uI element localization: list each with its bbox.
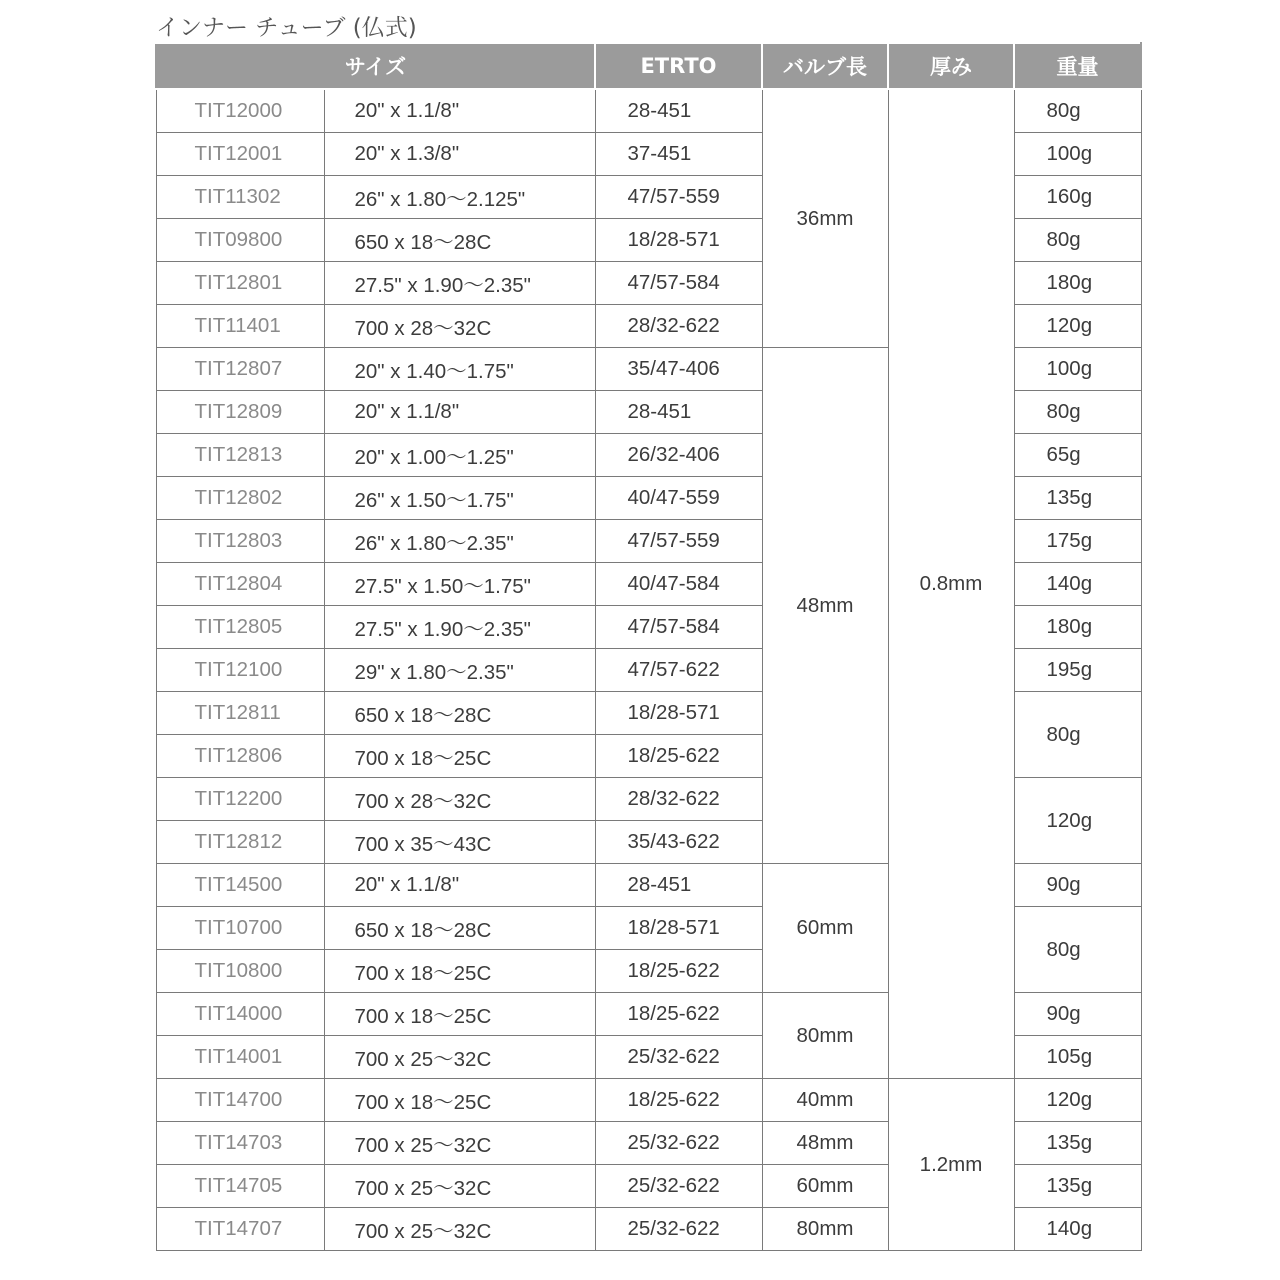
etrto-value: 40/47-584 (595, 563, 762, 606)
valve-length: 36mm (762, 89, 888, 348)
product-code: TIT12807 (156, 348, 324, 391)
product-code: TIT12813 (156, 434, 324, 477)
product-code: TIT10700 (156, 907, 324, 950)
etrto-value: 25/32-622 (595, 1122, 762, 1165)
weight: 80g (1014, 89, 1141, 133)
product-code: TIT14703 (156, 1122, 324, 1165)
weight: 135g (1014, 1122, 1141, 1165)
tire-size: 700 x 25〜32C (324, 1122, 595, 1165)
product-code: TIT12801 (156, 262, 324, 305)
etrto-value: 18/25-622 (595, 993, 762, 1036)
weight: 120g (1014, 305, 1141, 348)
tire-size: 20" x 1.1/8" (324, 391, 595, 434)
etrto-value: 28/32-622 (595, 305, 762, 348)
valve-length: 40mm (762, 1079, 888, 1122)
product-code: TIT14707 (156, 1208, 324, 1251)
etrto-value: 18/28-571 (595, 219, 762, 262)
etrto-value: 28-451 (595, 864, 762, 907)
weight: 120g (1014, 778, 1141, 864)
valve-length: 48mm (762, 1122, 888, 1165)
etrto-value: 35/43-622 (595, 821, 762, 864)
product-code: TIT10800 (156, 950, 324, 993)
etrto-value: 25/32-622 (595, 1165, 762, 1208)
tire-size: 27.5" x 1.90〜2.35" (324, 606, 595, 649)
valve-length: 48mm (762, 348, 888, 864)
weight: 65g (1014, 434, 1141, 477)
weight: 160g (1014, 176, 1141, 219)
tire-size: 700 x 18〜25C (324, 735, 595, 778)
header-etrto: ETRTO (595, 43, 762, 89)
tire-size: 20" x 1.40〜1.75" (324, 348, 595, 391)
etrto-value: 47/57-559 (595, 520, 762, 563)
etrto-value: 28-451 (595, 391, 762, 434)
etrto-value: 18/25-622 (595, 1079, 762, 1122)
product-code: TIT12805 (156, 606, 324, 649)
header-valve-length: バルブ長 (762, 43, 888, 89)
tire-size: 700 x 18〜25C (324, 1079, 595, 1122)
product-code: TIT12000 (156, 89, 324, 133)
weight: 135g (1014, 1165, 1141, 1208)
tire-size: 650 x 18〜28C (324, 219, 595, 262)
weight: 90g (1014, 993, 1141, 1036)
page-title: インナー チューブ (仏式) (156, 15, 417, 41)
tire-size: 26" x 1.50〜1.75" (324, 477, 595, 520)
etrto-value: 26/32-406 (595, 434, 762, 477)
product-code: TIT12802 (156, 477, 324, 520)
product-code: TIT14001 (156, 1036, 324, 1079)
weight: 80g (1014, 219, 1141, 262)
product-code: TIT14000 (156, 993, 324, 1036)
etrto-value: 37-451 (595, 133, 762, 176)
tire-size: 27.5" x 1.50〜1.75" (324, 563, 595, 606)
etrto-value: 47/57-584 (595, 262, 762, 305)
thickness: 1.2mm (888, 1079, 1014, 1251)
header-thickness: 厚み (888, 43, 1014, 89)
weight: 195g (1014, 649, 1141, 692)
etrto-value: 35/47-406 (595, 348, 762, 391)
header-row (156, 43, 1141, 89)
valve-length: 60mm (762, 1165, 888, 1208)
product-code: TIT12200 (156, 778, 324, 821)
weight: 120g (1014, 1079, 1141, 1122)
tire-size: 700 x 18〜25C (324, 993, 595, 1036)
weight: 80g (1014, 692, 1141, 778)
etrto-value: 47/57-622 (595, 649, 762, 692)
product-code: TIT12803 (156, 520, 324, 563)
product-code: TIT11401 (156, 305, 324, 348)
table-body (156, 89, 1141, 1251)
etrto-value: 18/25-622 (595, 735, 762, 778)
etrto-value: 18/25-622 (595, 950, 762, 993)
tire-size: 700 x 25〜32C (324, 1165, 595, 1208)
tire-size: 700 x 25〜32C (324, 1036, 595, 1079)
tire-size: 700 x 28〜32C (324, 778, 595, 821)
weight: 80g (1014, 391, 1141, 434)
product-code: TIT14500 (156, 864, 324, 907)
header-size: サイズ (156, 43, 595, 89)
tire-size: 700 x 18〜25C (324, 950, 595, 993)
tire-size: 27.5" x 1.90〜2.35" (324, 262, 595, 305)
weight: 180g (1014, 606, 1141, 649)
tire-size: 29" x 1.80〜2.35" (324, 649, 595, 692)
weight: 90g (1014, 864, 1141, 907)
product-code: TIT12811 (156, 692, 324, 735)
valve-length: 80mm (762, 1208, 888, 1251)
etrto-value: 18/28-571 (595, 692, 762, 735)
product-code: TIT12001 (156, 133, 324, 176)
product-code: TIT11302 (156, 176, 324, 219)
weight: 100g (1014, 348, 1141, 391)
tire-size: 26" x 1.80〜2.35" (324, 520, 595, 563)
etrto-value: 28-451 (595, 89, 762, 133)
spec-table (155, 42, 1142, 1251)
product-code: TIT12809 (156, 391, 324, 434)
weight: 140g (1014, 1208, 1141, 1251)
etrto-value: 18/28-571 (595, 907, 762, 950)
table-row (156, 89, 1141, 133)
tire-size: 650 x 18〜28C (324, 907, 595, 950)
product-code: TIT12806 (156, 735, 324, 778)
product-code: TIT12804 (156, 563, 324, 606)
header-weight: 重量 (1014, 43, 1141, 89)
etrto-value: 40/47-559 (595, 477, 762, 520)
tire-size: 700 x 28〜32C (324, 305, 595, 348)
valve-length: 80mm (762, 993, 888, 1079)
tire-size: 20" x 1.00〜1.25" (324, 434, 595, 477)
weight: 140g (1014, 563, 1141, 606)
weight: 80g (1014, 907, 1141, 993)
tire-size: 20" x 1.1/8" (324, 89, 595, 133)
tire-size: 20" x 1.1/8" (324, 864, 595, 907)
tire-size: 26" x 1.80〜2.125" (324, 176, 595, 219)
etrto-value: 47/57-584 (595, 606, 762, 649)
tire-size: 20" x 1.3/8" (324, 133, 595, 176)
weight: 135g (1014, 477, 1141, 520)
valve-length: 60mm (762, 864, 888, 993)
tire-size: 650 x 18〜28C (324, 692, 595, 735)
product-code: TIT12812 (156, 821, 324, 864)
weight: 100g (1014, 133, 1141, 176)
etrto-value: 25/32-622 (595, 1208, 762, 1251)
etrto-value: 25/32-622 (595, 1036, 762, 1079)
weight: 105g (1014, 1036, 1141, 1079)
product-code: TIT12100 (156, 649, 324, 692)
table-row (156, 1079, 1141, 1122)
tire-size: 700 x 35〜43C (324, 821, 595, 864)
weight: 175g (1014, 520, 1141, 563)
etrto-value: 47/57-559 (595, 176, 762, 219)
weight: 180g (1014, 262, 1141, 305)
thickness: 0.8mm (888, 89, 1014, 1079)
product-code: TIT09800 (156, 219, 324, 262)
product-code: TIT14700 (156, 1079, 324, 1122)
tire-size: 700 x 25〜32C (324, 1208, 595, 1251)
etrto-value: 28/32-622 (595, 778, 762, 821)
product-code: TIT14705 (156, 1165, 324, 1208)
